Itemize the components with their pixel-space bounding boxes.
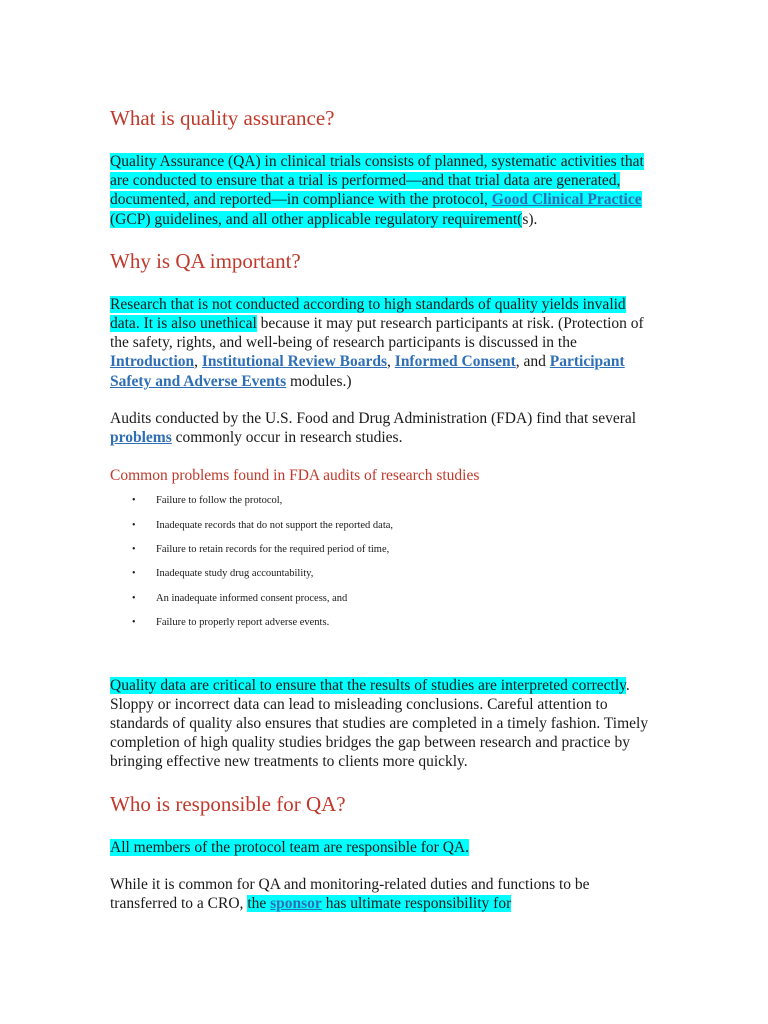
- text-tail: s).: [522, 210, 538, 228]
- paragraph-qa-definition: [110, 152, 658, 229]
- list-item-text: Failure to properly report adverse events.: [156, 617, 330, 629]
- link-participant-safety[interactable]: Participant Safety and Adverse Events: [110, 353, 625, 390]
- paragraph-team-responsible: [110, 838, 658, 857]
- bullet-icon: •: [132, 544, 136, 556]
- list-item: [110, 587, 658, 611]
- list-item-text: An inadequate informed consent process, and: [156, 592, 348, 604]
- list-item-text: Failure to retain records for the required period of time,: [156, 544, 390, 556]
- separator: ,: [387, 353, 395, 371]
- highlight-gcp-guidelines: (GCP) guidelines, and all other applicable regulatory requirement(: [110, 210, 523, 228]
- list-item-text: Inadequate records that do not support the reported data,: [156, 519, 394, 531]
- problems-list: [110, 489, 658, 635]
- bullet-icon: •: [132, 592, 136, 604]
- link-informed-consent[interactable]: Informed Consent: [394, 353, 516, 371]
- link-institutional-review-boards[interactable]: Institutional Review Boards: [201, 353, 388, 371]
- separator: , and: [515, 353, 550, 371]
- list-item: [110, 489, 658, 513]
- text-modules: modules.): [286, 372, 352, 390]
- paragraph-fda-audits: [110, 409, 658, 447]
- list-item-text: Failure to follow the protocol,: [156, 495, 283, 507]
- highlight-responsibility: has ultimate responsibility for: [321, 895, 512, 913]
- subheading-common-problems: Common problems found in FDA audits of research studies: [110, 467, 480, 485]
- text-cro: While it is common for QA and monitoring-related duties and functions to be transferred to a CRO,: [110, 875, 590, 913]
- paragraph-qa-importance: [110, 295, 658, 391]
- link-sponsor[interactable]: sponsor: [270, 895, 322, 913]
- bullet-icon: •: [132, 617, 136, 629]
- heading-who-responsible: Who is responsible for QA?: [110, 791, 346, 816]
- paragraph-cro: [110, 875, 658, 913]
- heading-why-qa-important: Why is QA important?: [110, 248, 301, 273]
- text-occur: commonly occur in research studies.: [171, 429, 403, 447]
- bullet-icon: •: [132, 519, 136, 531]
- bullet-icon: •: [132, 568, 136, 580]
- highlight-the: the: [247, 895, 271, 913]
- list-item: [110, 514, 658, 538]
- highlight-qa-definition: Quality Assurance (QA) in clinical trials consists of planned, systematic activities that are conducted to ensure that a trial is performed—and that trial data are generated, documented, and reported—in compliance with the protocol,: [110, 153, 644, 209]
- text-risk: because it may put research participants at risk. (Protection of the safety, rights, and well-being of research participants is discussed in the: [110, 315, 644, 352]
- list-item-text: Inadequate study drug accountability,: [156, 568, 314, 580]
- document-body: [110, 104, 658, 913]
- list-item: [110, 562, 658, 586]
- link-good-clinical-practice[interactable]: Good Clinical Practice: [491, 191, 642, 209]
- heading-what-is-qa: What is quality assurance?: [110, 106, 335, 130]
- link-introduction[interactable]: Introduction: [110, 353, 195, 371]
- text-quality-data: . Sloppy or incorrect data can lead to misleading conclusions. Careful attention to standards of quality also ensures that studies are completed in a timely fashion. Timely completion of high quality studies bridges the gap between research and practice by bringing effective new treatments to clients more quickly.: [110, 676, 649, 771]
- paragraph-quality-data: [110, 676, 658, 772]
- list-item: [110, 611, 658, 635]
- highlight-team-responsible: All members of the protocol team are responsible for QA.: [110, 838, 469, 856]
- text-fda-audits: Audits conducted by the U.S. Food and Drug Administration (FDA) find that several: [110, 409, 637, 427]
- link-problems[interactable]: problems: [110, 429, 172, 447]
- highlight-invalid-data: Research that is not conducted according to high standards of quality yields invalid data. It is also unethical: [110, 295, 626, 333]
- separator: ,: [194, 353, 202, 371]
- list-item: [110, 538, 658, 562]
- bullet-icon: •: [132, 495, 136, 507]
- highlight-quality-data: Quality data are critical to ensure that the results of studies are interpreted correctly: [110, 676, 626, 694]
